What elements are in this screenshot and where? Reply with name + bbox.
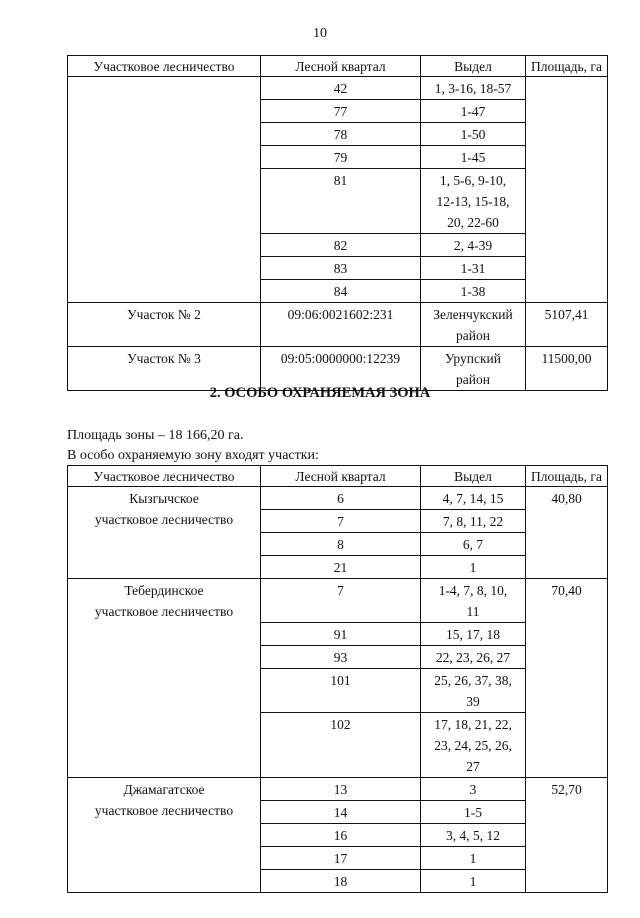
- kvartal-cell: 102: [261, 713, 421, 778]
- kvartal-cell: 42: [261, 77, 421, 100]
- table-row: [68, 487, 608, 510]
- lesnichestvo-cell: Кызгычское участковое лесничество: [68, 487, 261, 579]
- videl-cell: 1-5: [421, 801, 526, 824]
- videl-cell: 1-50: [421, 123, 526, 146]
- videl-cell: 6, 7: [421, 533, 526, 556]
- area-cell: 70,40: [526, 579, 608, 778]
- kvartal-cell: 83: [261, 257, 421, 280]
- videl-cell: 1-4, 7, 8, 10, 11: [421, 579, 526, 623]
- videl-cell: 7, 8, 11, 22: [421, 510, 526, 533]
- zone-table: [67, 465, 608, 893]
- table-row: [68, 778, 608, 801]
- continued-table: [67, 55, 608, 391]
- kvartal-cell: 6: [261, 487, 421, 510]
- lesnichestvo-cell: [68, 77, 261, 303]
- col-header-area: Площадь, га: [526, 56, 608, 77]
- videl-cell: 1, 3-16, 18-57: [421, 77, 526, 100]
- videl-cell: 17, 18, 21, 22, 23, 24, 25, 26, 27: [421, 713, 526, 778]
- videl-cell: 1-45: [421, 146, 526, 169]
- videl-cell: 3: [421, 778, 526, 801]
- kvartal-cell: 91: [261, 623, 421, 646]
- videl-cell: 1-38: [421, 280, 526, 303]
- videl-cell: 25, 26, 37, 38, 39: [421, 669, 526, 713]
- district-cell: Зеленчукский район: [421, 303, 526, 347]
- kvartal-cell: 79: [261, 146, 421, 169]
- plot-row: [68, 303, 608, 347]
- page-number: 10: [313, 26, 327, 41]
- kvartal-cell: 93: [261, 646, 421, 669]
- col-header-kvartal: Лесной квартал: [261, 466, 421, 487]
- plot-name-cell: Участок № 2: [68, 303, 261, 347]
- col-header-lesnichestvo: Участковое лесничество: [68, 466, 261, 487]
- table-header-row: [68, 56, 608, 77]
- videl-cell: 4, 7, 14, 15: [421, 487, 526, 510]
- plot-name-cell: Участок № 3: [68, 347, 261, 391]
- district-cell: Урупский район: [421, 347, 526, 391]
- kvartal-cell: 81: [261, 169, 421, 234]
- cadastral-number-cell: 09:05:0000000:12239: [261, 347, 421, 391]
- videl-cell: 1: [421, 556, 526, 579]
- kvartal-cell: 82: [261, 234, 421, 257]
- kvartal-cell: 17: [261, 847, 421, 870]
- videl-cell: 1-31: [421, 257, 526, 280]
- area-cell: 11500,00: [526, 347, 608, 391]
- kvartal-cell: 7: [261, 579, 421, 623]
- area-cell: 40,80: [526, 487, 608, 579]
- col-header-area: Площадь, га: [526, 466, 608, 487]
- lesnichestvo-cell: Тебердинское участковое лесничество: [68, 579, 261, 778]
- kvartal-cell: 101: [261, 669, 421, 713]
- lesnichestvo-cell: Джамагатское участковое лесничество: [68, 778, 261, 893]
- videl-cell: 1: [421, 847, 526, 870]
- kvartal-cell: 18: [261, 870, 421, 893]
- kvartal-cell: 77: [261, 100, 421, 123]
- kvartal-cell: 16: [261, 824, 421, 847]
- area-cell: 5107,41: [526, 303, 608, 347]
- kvartal-cell: 8: [261, 533, 421, 556]
- videl-cell: 1: [421, 870, 526, 893]
- area-cell: [526, 77, 608, 303]
- col-header-videl: Выдел: [421, 466, 526, 487]
- videl-cell: 3, 4, 5, 12: [421, 824, 526, 847]
- zone-area-text: Площадь зоны – 18 166,20 га.: [67, 428, 244, 443]
- videl-cell: 1, 5-6, 9-10, 12-13, 15-18, 20, 22-60: [421, 169, 526, 234]
- col-header-lesnichestvo: Участковое лесничество: [68, 56, 261, 77]
- table-row: [68, 77, 608, 100]
- zone-intro-text: В особо охраняемую зону входят участки:: [67, 448, 319, 463]
- videl-cell: 1-47: [421, 100, 526, 123]
- videl-cell: 2, 4-39: [421, 234, 526, 257]
- kvartal-cell: 78: [261, 123, 421, 146]
- videl-cell: 15, 17, 18: [421, 623, 526, 646]
- cadastral-number-cell: 09:06:0021602:231: [261, 303, 421, 347]
- section-title: 2. ОСОБО ОХРАНЯЕМАЯ ЗОНА: [209, 385, 431, 401]
- kvartal-cell: 21: [261, 556, 421, 579]
- area-cell: 52,70: [526, 778, 608, 893]
- table-row: [68, 579, 608, 623]
- kvartal-cell: 84: [261, 280, 421, 303]
- col-header-kvartal: Лесной квартал: [261, 56, 421, 77]
- kvartal-cell: 13: [261, 778, 421, 801]
- videl-cell: 22, 23, 26, 27: [421, 646, 526, 669]
- kvartal-cell: 14: [261, 801, 421, 824]
- table-header-row: [68, 466, 608, 487]
- kvartal-cell: 7: [261, 510, 421, 533]
- col-header-videl: Выдел: [421, 56, 526, 77]
- plot-row: [68, 347, 608, 391]
